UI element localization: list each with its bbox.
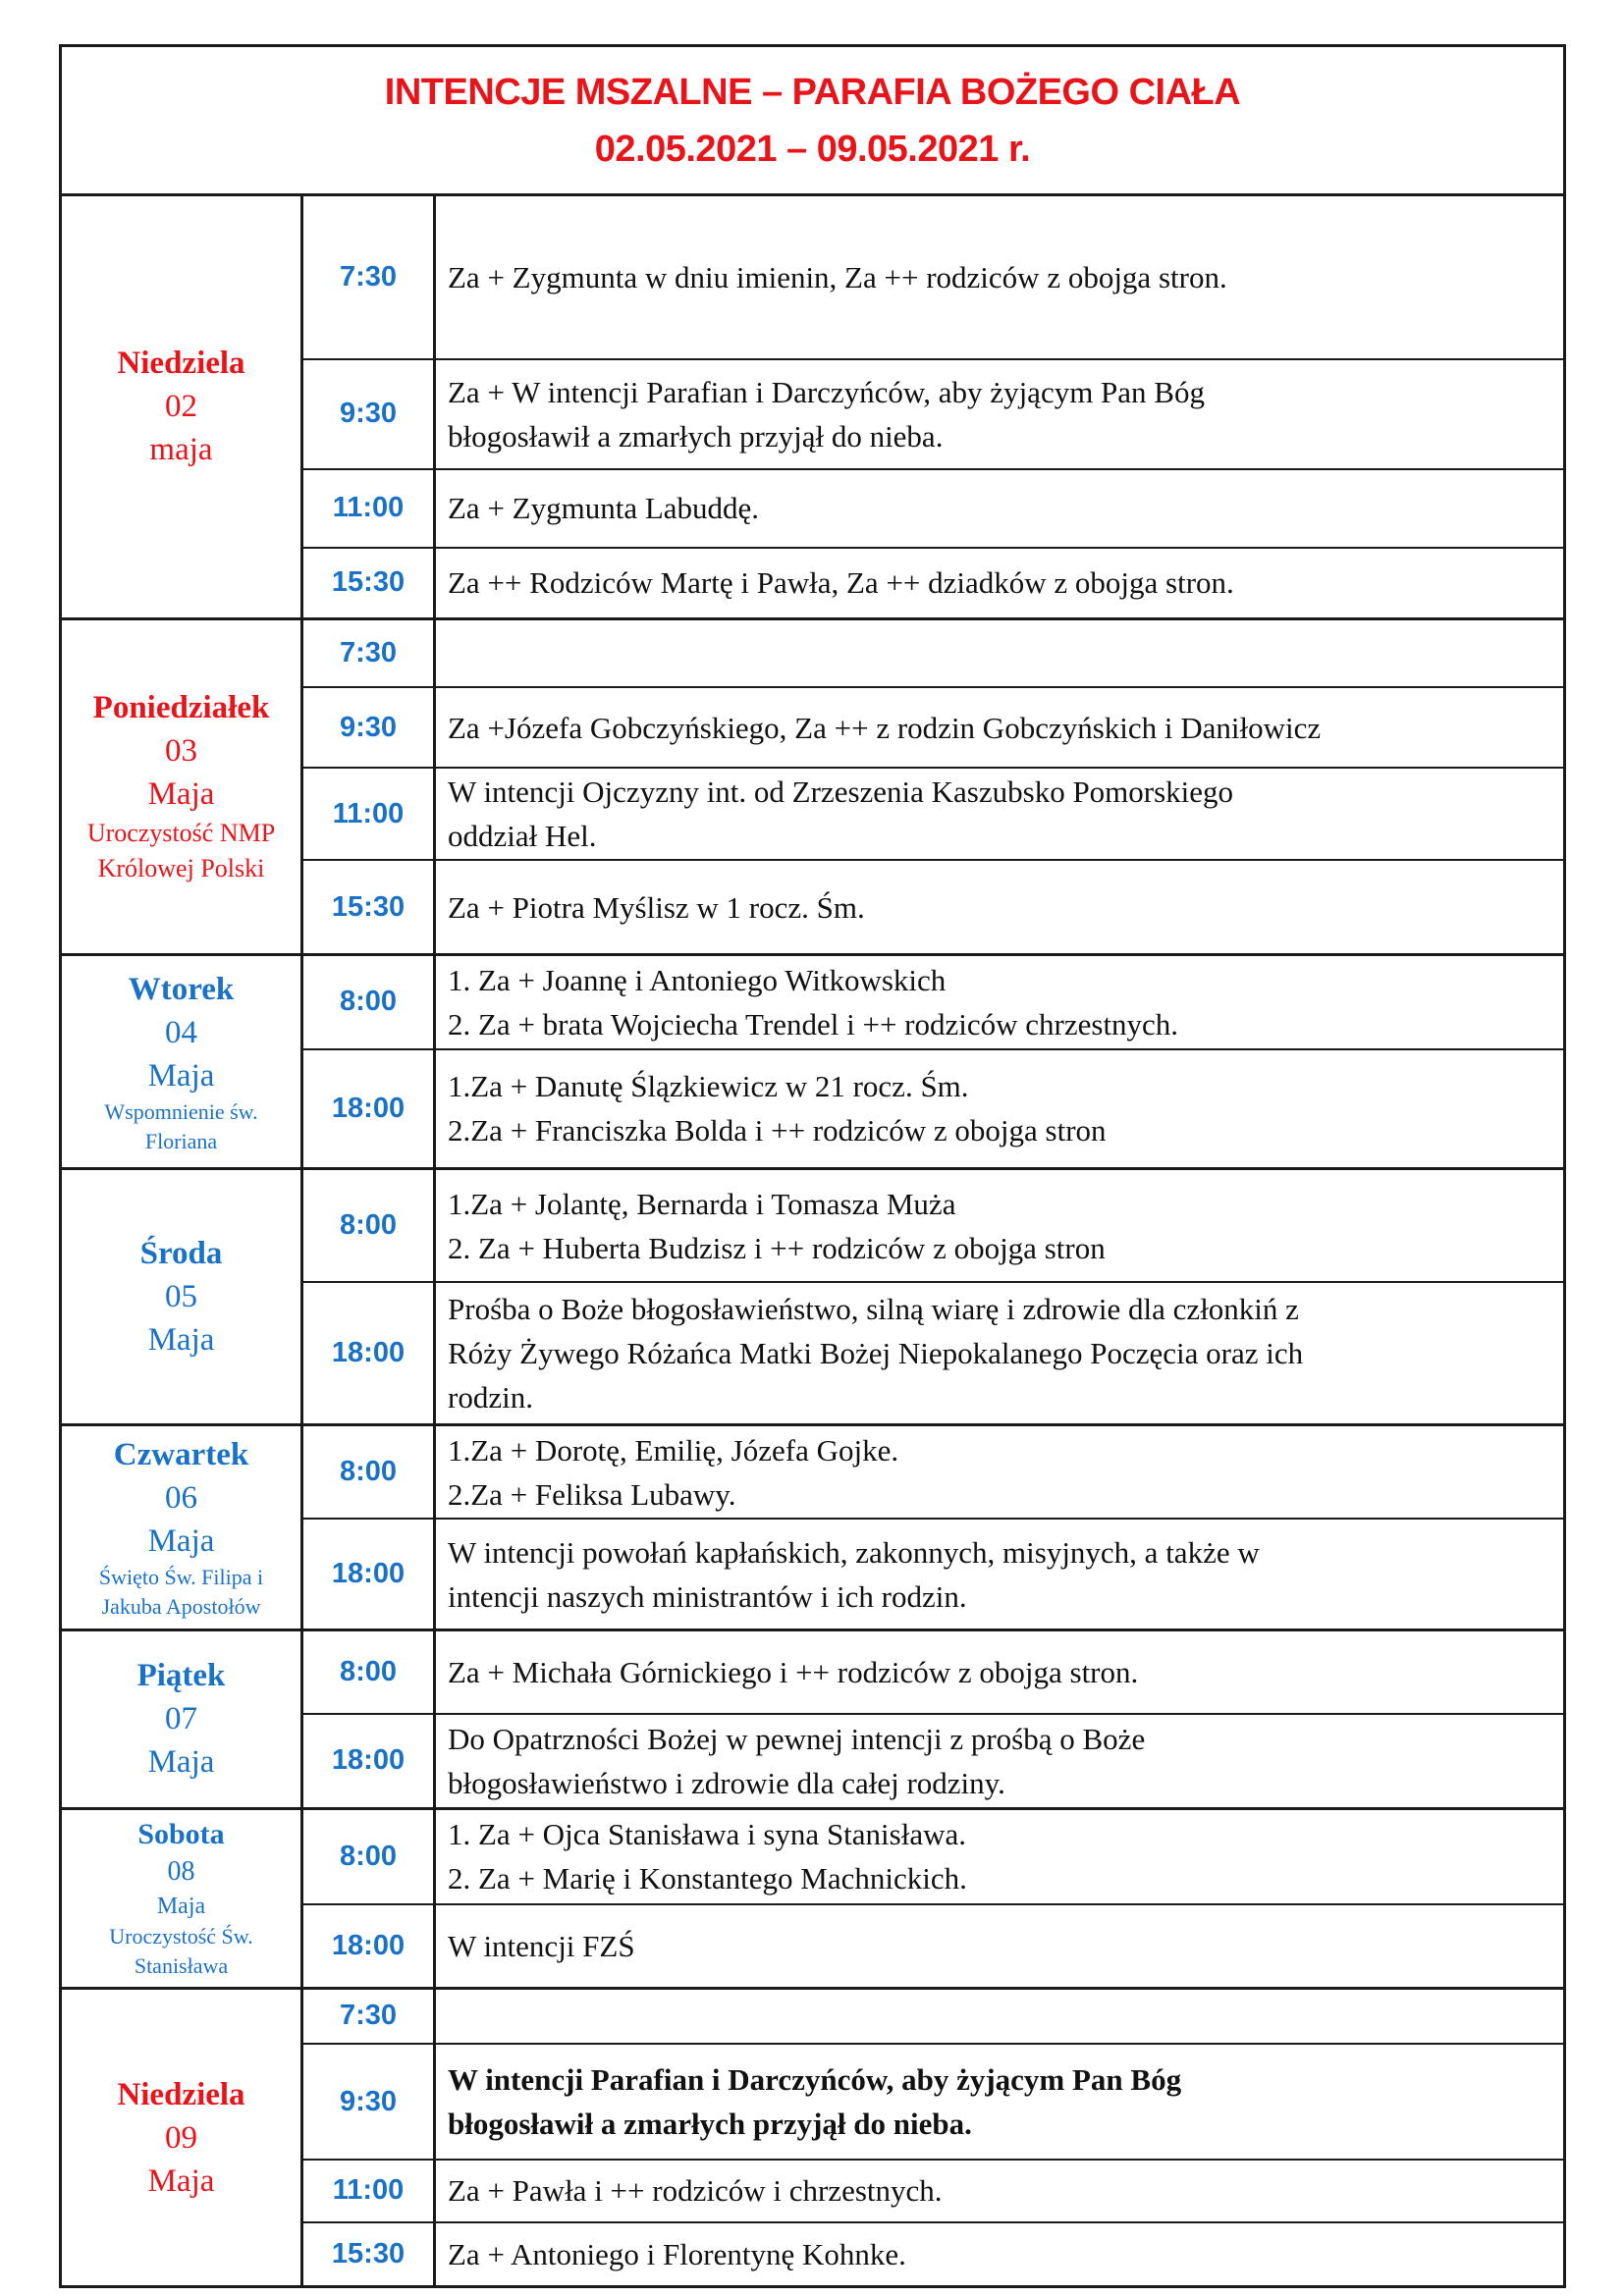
- mass-slot: [303, 1715, 1563, 1807]
- mass-slot: [303, 956, 1563, 1049]
- intention-line: Za + W intencji Parafian i Darczyńców, aby żyjącym Pan Bóg: [448, 374, 1205, 409]
- day-month: maja: [149, 432, 213, 468]
- intention-line: 2.Za + Franciszka Bolda i ++ rodziców z obojga stron: [448, 1113, 1107, 1148]
- day-month: Maja: [147, 1744, 215, 1781]
- intention-line: 2. Za + Huberta Budzisz i ++ rodziców z obojga stron: [448, 1230, 1106, 1265]
- day-row: [62, 1631, 1563, 1810]
- mass-intention: [436, 549, 1563, 617]
- day-cell: [62, 196, 303, 617]
- mass-intention: [436, 470, 1563, 547]
- day-cell: [62, 1990, 303, 2285]
- mass-slot: [303, 360, 1563, 470]
- day-number: 04: [165, 1014, 197, 1050]
- day-cell: [62, 1426, 303, 1629]
- mass-slot: [303, 196, 1563, 360]
- intention-line: 1.Za + Dorotę, Emilię, Józefa Gojke.: [448, 1432, 899, 1468]
- mass-slots: [303, 1810, 1563, 1987]
- day-row: [62, 1426, 1563, 1631]
- day-month: Maja: [147, 776, 215, 813]
- intention-line: Za +Józefa Gobczyńskiego, Za ++ z rodzin Gobczyńskich i Daniłowicz: [448, 710, 1322, 745]
- mass-time: 7:30: [303, 196, 436, 358]
- mass-slot: [303, 1520, 1563, 1629]
- mass-intention: [436, 2161, 1563, 2221]
- mass-intention: [436, 1905, 1563, 1987]
- day-note: Wspomnienie św. Floriana: [104, 1098, 258, 1153]
- mass-intention: [436, 1715, 1563, 1807]
- mass-intention: [436, 1810, 1563, 1903]
- day-cell: [62, 1170, 303, 1423]
- day-name: Poniedziałek: [92, 690, 270, 726]
- mass-slot: [303, 688, 1563, 769]
- day-name: Niedziela: [117, 346, 245, 382]
- mass-time: 9:30: [303, 360, 436, 468]
- mass-slot: [303, 1631, 1563, 1715]
- day-number: 07: [165, 1701, 197, 1737]
- mass-time: 9:30: [303, 688, 436, 767]
- intention-line: oddział Hel.: [448, 819, 597, 854]
- intention-line: Za ++ Rodziców Martę i Pawła, Za ++ dziadków z obojga stron.: [448, 565, 1234, 601]
- day-row: [62, 620, 1563, 956]
- day-row: [62, 1170, 1563, 1426]
- mass-time: 11:00: [303, 769, 436, 859]
- mass-time: 15:30: [303, 861, 436, 953]
- intention-line: błogosławił a zmarłych przyjął do nieba.: [448, 2107, 972, 2142]
- day-number: 05: [165, 1279, 197, 1315]
- mass-time: 8:00: [303, 1426, 436, 1518]
- mass-intention: [436, 2045, 1563, 2159]
- day-month: Maja: [147, 1522, 215, 1559]
- mass-intention: [436, 1426, 1563, 1518]
- day-row: [62, 196, 1563, 620]
- day-name: Piątek: [136, 1658, 226, 1694]
- mass-slot: [303, 2045, 1563, 2161]
- day-month: Maja: [147, 1322, 215, 1359]
- intention-line: 1. Za + Ojca Stanisława i syna Stanisława.: [448, 1817, 966, 1852]
- day-row: [62, 956, 1563, 1170]
- day-cell: [62, 956, 303, 1167]
- mass-slot: [303, 2161, 1563, 2223]
- day-number: 09: [165, 2119, 197, 2156]
- day-cell: [62, 1631, 303, 1807]
- mass-slot: [303, 1990, 1563, 2045]
- mass-slot: [303, 861, 1563, 953]
- intention-line: W intencji Ojczyzny int. od Zrzeszenia Kaszubsko Pomorskiego: [448, 774, 1234, 810]
- page-title: INTENCJE MSZALNE – PARAFIA BOŻEGO CIAŁA: [384, 71, 1241, 113]
- day-name: Niedziela: [117, 2076, 245, 2112]
- mass-time: 18:00: [303, 1050, 436, 1168]
- intention-line: W intencji powołań kapłańskich, zakonnych, misyjnych, a także w: [448, 1534, 1260, 1570]
- day-row: [62, 1990, 1563, 2285]
- mass-slot: [303, 769, 1563, 861]
- mass-time: 9:30: [303, 2045, 436, 2159]
- mass-slots: [303, 1990, 1563, 2285]
- intention-line: Do Opatrzności Bożej w pewnej intencji z prośbą o Boże: [448, 1721, 1146, 1756]
- mass-slot: [303, 2223, 1563, 2286]
- mass-slot: [303, 1170, 1563, 1283]
- day-cell: [62, 1810, 303, 1987]
- intention-line: Prośba o Boże błogosławieństwo, silną wiarę i zdrowie dla członkiń z: [448, 1292, 1299, 1327]
- intention-line: 2.Za + Feliksa Lubawy.: [448, 1476, 736, 1512]
- mass-intention: [436, 2223, 1563, 2286]
- mass-time: 11:00: [303, 2161, 436, 2221]
- day-cell: [62, 620, 303, 953]
- mass-intention: [436, 1050, 1563, 1168]
- mass-intention: [436, 620, 1563, 687]
- mass-intention: [436, 861, 1563, 953]
- mass-time: 8:00: [303, 956, 436, 1047]
- schedule-table: [62, 196, 1563, 2285]
- mass-intention: [436, 769, 1563, 859]
- mass-slot: [303, 1426, 1563, 1520]
- intention-line: Za + Antoniego i Florentynę Kohnke.: [448, 2237, 906, 2272]
- day-name: Sobota: [137, 1817, 225, 1850]
- intention-line: Za + Piotra Myślisz w 1 rocz. Śm.: [448, 889, 865, 925]
- mass-intention: [436, 1520, 1563, 1629]
- mass-slot: [303, 1905, 1563, 1987]
- day-note: Uroczystość Św. Stanisława: [109, 1923, 253, 1978]
- intention-line: Za + Zygmunta w dniu imienin, Za ++ rodziców z obojga stron.: [448, 259, 1227, 294]
- intention-line: Za + Zygmunta Labuddę.: [448, 491, 760, 526]
- mass-intention: [436, 688, 1563, 767]
- mass-intention: [436, 196, 1563, 358]
- mass-slots: [303, 196, 1563, 617]
- day-name: Czwartek: [113, 1436, 249, 1472]
- intention-line: W intencji FZŚ: [448, 1928, 635, 1963]
- mass-intention: [436, 1990, 1563, 2043]
- intention-line: rodzin.: [448, 1380, 533, 1415]
- day-month: Maja: [147, 2163, 215, 2199]
- intention-line: 1.Za + Danutę Ślązkiewicz w 21 rocz. Śm.: [448, 1069, 969, 1104]
- mass-time: 15:30: [303, 2223, 436, 2286]
- day-note: Święto Św. Filipa i Jakuba Apostołów: [98, 1564, 264, 1619]
- intention-line: Róży Żywego Różańca Matki Bożej Niepokalanego Poczęcia oraz ich: [448, 1336, 1304, 1371]
- intention-line: 2. Za + brata Wojciecha Trendel i ++ rodziców chrzestnych.: [448, 1006, 1179, 1041]
- mass-time: 15:30: [303, 549, 436, 617]
- intention-line: 1. Za + Joannę i Antoniego Witkowskich: [448, 962, 947, 997]
- mass-time: 18:00: [303, 1283, 436, 1422]
- day-number: 02: [165, 389, 197, 425]
- day-number: 03: [165, 733, 197, 770]
- mass-slots: [303, 1170, 1563, 1423]
- mass-time: 18:00: [303, 1715, 436, 1807]
- mass-intention: [436, 1631, 1563, 1713]
- day-month: Maja: [147, 1057, 215, 1094]
- mass-slot: [303, 1050, 1563, 1168]
- mass-slot: [303, 470, 1563, 549]
- intentions-sheet: [59, 44, 1566, 2288]
- day-row: [62, 1810, 1563, 1990]
- mass-intention: [436, 1283, 1563, 1422]
- intention-line: intencji naszych ministrantów i ich rodzin.: [448, 1578, 967, 1614]
- mass-slots: [303, 1631, 1563, 1807]
- day-month: Maja: [156, 1893, 206, 1919]
- mass-time: 11:00: [303, 470, 436, 547]
- day-number: 08: [167, 1855, 195, 1887]
- date-range: 02.05.2021 – 09.05.2021 r.: [594, 128, 1031, 170]
- mass-time: 7:30: [303, 1990, 436, 2043]
- mass-intention: [436, 360, 1563, 468]
- intention-line: błogosławił a zmarłych przyjął do nieba.: [448, 418, 944, 454]
- mass-time: 8:00: [303, 1810, 436, 1903]
- day-name: Wtorek: [128, 971, 235, 1007]
- mass-slot: [303, 1810, 1563, 1905]
- intention-line: błogosławieństwo i zdrowie dla całej rodziny.: [448, 1765, 1005, 1800]
- mass-time: 18:00: [303, 1905, 436, 1987]
- day-number: 06: [165, 1479, 197, 1516]
- intention-line: Za + Pawła i ++ rodziców i chrzestnych.: [448, 2173, 943, 2209]
- mass-slot: [303, 549, 1563, 617]
- mass-time: 8:00: [303, 1170, 436, 1281]
- mass-slot: [303, 620, 1563, 689]
- intention-line: 1.Za + Jolantę, Bernarda i Tomasza Muża: [448, 1186, 956, 1221]
- mass-intention: [436, 956, 1563, 1047]
- intention-line: Za + Michała Górnickiego i ++ rodziców z obojga stron.: [448, 1654, 1139, 1689]
- intention-line: W intencji Parafian i Darczyńców, aby żyjącym Pan Bóg: [448, 2062, 1182, 2098]
- mass-slots: [303, 956, 1563, 1167]
- mass-slots: [303, 1426, 1563, 1629]
- mass-intention: [436, 1170, 1563, 1281]
- day-note: Uroczystość NMP Królowej Polski: [86, 819, 276, 883]
- intention-line: 2. Za + Marię i Konstantego Machnickich.: [448, 1861, 967, 1896]
- mass-time: 18:00: [303, 1520, 436, 1629]
- mass-time: 7:30: [303, 620, 436, 687]
- day-name: Środa: [139, 1236, 223, 1272]
- mass-slots: [303, 620, 1563, 953]
- header: [62, 47, 1563, 196]
- mass-time: 8:00: [303, 1631, 436, 1713]
- mass-slot: [303, 1283, 1563, 1422]
